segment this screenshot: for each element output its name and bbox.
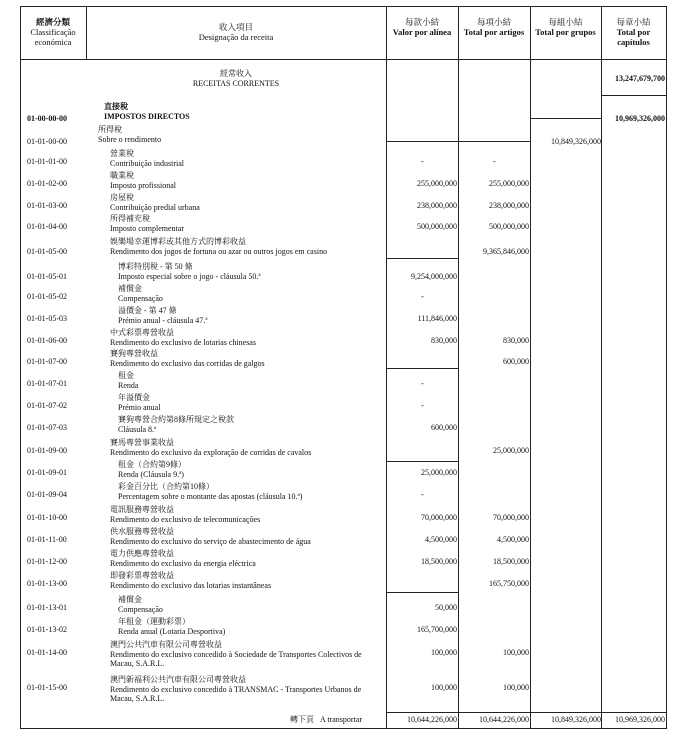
row-value-col1: - — [421, 292, 424, 301]
row-designation-zh: 租金 — [118, 371, 134, 380]
row-designation-pt: Contribuição predial urbana — [110, 202, 200, 212]
row-value-col2: 165,750,000 — [489, 579, 529, 588]
row-designation-pt: Rendimento dos jogos de fortuna ou azar ou outros jogos em casino — [110, 246, 328, 256]
row-designation-pt: Rendimento do exclusivo da exploração de corridas de cavalos — [110, 447, 312, 457]
header-classification — [20, 17, 86, 47]
row-value-col2: 25,000,000 — [493, 446, 529, 455]
section-title — [86, 69, 386, 88]
row-designation — [110, 193, 384, 212]
bracket-line — [386, 592, 458, 593]
row-designation — [118, 371, 384, 390]
row-designation-zh: 澳門公共汽車有限公司專營收益 — [110, 640, 222, 649]
row-code: 01-01-05-03 — [27, 314, 67, 323]
row-designation — [118, 482, 384, 501]
row-designation-pt: Rendimento do exclusivo de telecomunicações — [110, 514, 261, 524]
row-value-col3: 10,849,326,000 — [551, 137, 601, 146]
footer-total-col1: 10,644,226,000 — [407, 715, 457, 724]
row-value-col1: 25,000,000 — [421, 468, 457, 477]
row-designation-zh: 補償金 — [118, 595, 142, 604]
row-designation — [118, 393, 384, 412]
row-value-col1: 4,500,000 — [425, 535, 457, 544]
row-designation-pt: Rendimento do exclusivo das corridas de galgos — [110, 358, 265, 368]
row-designation — [104, 102, 384, 121]
row-designation-zh: 補償金 — [118, 284, 142, 293]
bracket-line — [458, 141, 530, 142]
bracket-line — [601, 95, 667, 96]
row-code: 01-01-07-01 — [27, 379, 67, 388]
row-designation-pt: Prémio anual - cláusula 47.ª — [118, 315, 208, 325]
header-col3-zh: 每組小結 — [548, 17, 583, 27]
table-bottom-border — [20, 728, 667, 729]
total-line — [386, 712, 667, 713]
row-value-col2: 9,365,846,000 — [483, 247, 529, 256]
row-value-col2: - — [493, 157, 496, 166]
row-value-col2: 18,500,000 — [493, 557, 529, 566]
header-designation-pt: Designação da receita — [198, 32, 274, 42]
footer-total-col4: 10,969,326,000 — [615, 715, 665, 724]
row-value-col1: 255,000,000 — [417, 179, 457, 188]
row-designation-zh: 溢價金 - 第 47 條 — [118, 306, 177, 315]
row-code: 01-01-05-02 — [27, 292, 67, 301]
row-designation-pt: Percentagem sobre o montante das apostas (cláusula 10.ª) — [118, 491, 303, 501]
row-code: 01-01-13-01 — [27, 603, 67, 612]
row-designation-zh: 賽狗專營收益 — [110, 349, 158, 358]
row-designation-zh: 彩金百分比（合約第10條） — [118, 482, 214, 491]
row-code: 01-01-07-03 — [27, 423, 67, 432]
row-designation-pt: Rendimento do exclusivo concedido à Sociedade de Transportes Colectivos de Macau, S.A.R.L. — [110, 649, 362, 668]
row-designation-pt: Contribuição industrial — [110, 158, 184, 168]
row-designation — [110, 571, 384, 590]
row-value-col2: 238,000,000 — [489, 201, 529, 210]
row-value-col2: 500,000,000 — [489, 222, 529, 231]
row-designation-zh: 中式彩票專營收益 — [110, 328, 174, 337]
section-total: 13,247,679,700 — [615, 74, 665, 83]
row-designation-zh: 電力供應專營收益 — [110, 549, 174, 558]
row-designation — [110, 149, 384, 168]
header-designation-zh: 收入項目 — [218, 22, 253, 32]
footer-total-col3: 10,849,326,000 — [551, 715, 601, 724]
row-code: 01-01-07-02 — [27, 401, 67, 410]
footer-label-pt: A transportar — [320, 715, 362, 724]
row-designation — [118, 617, 384, 636]
row-code: 01-01-00-00 — [27, 137, 67, 146]
row-designation-zh: 房屋稅 — [110, 193, 134, 202]
row-value-col1: 18,500,000 — [421, 557, 457, 566]
row-code: 01-01-02-00 — [27, 179, 67, 188]
row-designation-zh: 賽狗專營合約第8條所規定之稅款 — [118, 415, 234, 424]
row-designation — [118, 306, 384, 325]
row-value-col1: 830,000 — [431, 336, 457, 345]
section-title-zh: 經常收入 — [220, 69, 252, 78]
row-designation-pt: Renda anual (Lotaria Desportiva) — [118, 626, 226, 636]
row-code: 01-01-01-00 — [27, 157, 67, 166]
row-designation-zh: 租金（合約第9條） — [118, 460, 186, 469]
row-designation — [98, 125, 384, 144]
row-value-col2: 4,500,000 — [497, 535, 529, 544]
row-value-col1: 100,000 — [431, 648, 457, 657]
col-divider-2 — [458, 6, 459, 729]
header-col2 — [458, 17, 530, 37]
col-divider-3 — [530, 6, 531, 729]
row-designation-pt: Imposto especial sobre o jogo - cláusula 50.ª — [118, 271, 261, 281]
row-designation — [110, 171, 384, 190]
row-value-col2: 70,000,000 — [493, 513, 529, 522]
row-code: 01-00-00-00 — [27, 114, 67, 123]
table-top-border — [20, 6, 667, 7]
header-col1-pt: Valor por alínea — [392, 27, 452, 37]
row-designation-pt: Rendimento do exclusivo do serviço de abastecimento de água — [110, 536, 311, 546]
row-designation-zh: 年租金（運動彩票） — [118, 617, 190, 626]
header-col1 — [386, 17, 458, 37]
row-code: 01-01-06-00 — [27, 336, 67, 345]
header-col3 — [530, 17, 601, 37]
row-designation-pt: Imposto complementar — [110, 223, 184, 233]
header-bottom-border — [20, 59, 667, 60]
bracket-line — [386, 141, 458, 142]
row-designation — [118, 415, 384, 434]
row-code: 01-01-12-00 — [27, 557, 67, 566]
row-code: 01-01-09-01 — [27, 468, 67, 477]
row-designation — [118, 595, 384, 614]
row-designation — [110, 237, 384, 256]
header-classification-pt: Classificação económica — [30, 27, 76, 47]
row-code: 01-01-05-01 — [27, 272, 67, 281]
row-value-col4: 10,969,326,000 — [615, 114, 665, 123]
row-designation-pt: Rendimento do exclusivo de lotarias chinesas — [110, 337, 256, 347]
row-value-col1: 500,000,000 — [417, 222, 457, 231]
row-designation-zh: 博彩特別稅 - 第 50 條 — [118, 262, 193, 271]
row-designation-zh: 年溢價金 — [118, 393, 150, 402]
row-designation-pt: Sobre o rendimento — [98, 134, 162, 144]
row-value-col2: 100,000 — [503, 648, 529, 657]
row-designation-pt: Renda — [118, 380, 139, 390]
row-code: 01-01-10-00 — [27, 513, 67, 522]
row-value-col1: - — [421, 379, 424, 388]
row-designation — [110, 549, 384, 568]
header-col4 — [601, 17, 666, 47]
row-designation — [110, 349, 384, 368]
row-designation-pt: Imposto profissional — [110, 180, 176, 190]
bracket-line — [386, 368, 458, 369]
row-designation — [118, 262, 384, 281]
header-designation — [86, 22, 386, 42]
row-value-col1: 50,000 — [435, 603, 457, 612]
row-designation-zh: 直接稅 — [104, 102, 128, 111]
row-designation-zh: 職業稅 — [110, 171, 134, 180]
row-designation — [118, 284, 384, 303]
header-col4-pt: Total por capítulos — [616, 27, 651, 47]
row-designation-zh: 營業稅 — [110, 149, 134, 158]
row-value-col1: - — [421, 490, 424, 499]
row-value-col2: 255,000,000 — [489, 179, 529, 188]
row-designation — [110, 505, 384, 524]
footer-label — [290, 715, 386, 725]
header-classification-zh: 經濟分類 — [35, 17, 70, 27]
row-designation-pt: Compensação — [118, 604, 163, 614]
row-designation-pt: Prémio anual — [118, 402, 161, 412]
row-value-col1: 238,000,000 — [417, 201, 457, 210]
row-code: 01-01-07-00 — [27, 357, 67, 366]
row-value-col1: 100,000 — [431, 683, 457, 692]
row-code: 01-01-09-04 — [27, 490, 67, 499]
header-col2-pt: Total por artigos — [463, 27, 525, 37]
row-code: 01-01-14-00 — [27, 648, 67, 657]
row-code: 01-01-09-00 — [27, 446, 67, 455]
row-designation-zh: 所得稅 — [98, 125, 122, 134]
header-col4-zh: 每章小結 — [616, 17, 651, 27]
row-designation — [110, 438, 384, 457]
header-col1-zh: 每款小結 — [404, 17, 439, 27]
row-value-col1: 70,000,000 — [421, 513, 457, 522]
row-value-col2: 100,000 — [503, 683, 529, 692]
row-code: 01-01-13-02 — [27, 625, 67, 634]
row-value-col1: 9,254,000,000 — [411, 272, 457, 281]
row-value-col1: 111,846,000 — [417, 314, 457, 323]
section-title-pt: RECEITAS CORRENTES — [192, 78, 280, 88]
row-designation-zh: 電訊服務專營收益 — [110, 505, 174, 514]
row-designation-pt: Renda (Cláusula 9.ª) — [118, 469, 184, 479]
row-designation-zh: 所得補充稅 — [110, 214, 150, 223]
footer-total-col2: 10,644,226,000 — [479, 715, 529, 724]
row-value-col1: 600,000 — [431, 423, 457, 432]
row-code: 01-01-13-00 — [27, 579, 67, 588]
bracket-line — [386, 461, 458, 462]
row-designation-pt: Cláusula 8.ª — [118, 424, 157, 434]
bracket-line — [530, 118, 601, 119]
footer-label-zh: 轉下頁 — [290, 715, 314, 724]
bracket-line — [386, 258, 458, 259]
row-value-col1: 165,700,000 — [417, 625, 457, 634]
row-code: 01-01-11-00 — [27, 535, 67, 544]
row-designation-zh: 澳門新福利公共汽車有限公司專營收益 — [110, 675, 246, 684]
header-col3-pt: Total por grupos — [535, 27, 596, 37]
row-designation — [110, 675, 384, 704]
row-designation-pt: Rendimento do exclusivo concedido à TRANSMAC - Transportes Urbanos de Macau, S.A.R.L. — [110, 684, 362, 703]
row-designation — [118, 460, 384, 479]
row-designation-pt: IMPOSTOS DIRECTOS — [104, 111, 190, 121]
row-designation-zh: 即發彩票專營收益 — [110, 571, 174, 580]
row-code: 01-01-03-00 — [27, 201, 67, 210]
row-value-col1: - — [421, 401, 424, 410]
row-designation-zh: 賽馬專營事業收益 — [110, 438, 174, 447]
left-border — [20, 6, 21, 729]
row-code: 01-01-15-00 — [27, 683, 67, 692]
right-border — [666, 6, 667, 729]
row-designation — [110, 640, 384, 669]
row-designation-zh: 供水服務專營收益 — [110, 527, 174, 536]
row-designation — [110, 214, 384, 233]
row-designation-pt: Rendimento do exclusivo da energia eléctrica — [110, 558, 256, 568]
row-designation — [110, 328, 384, 347]
row-code: 01-01-04-00 — [27, 222, 67, 231]
row-designation-pt: Rendimento do exclusivo das lotarias instantâneas — [110, 580, 272, 590]
row-designation — [110, 527, 384, 546]
col-divider-4 — [601, 6, 602, 729]
row-value-col2: 600,000 — [503, 357, 529, 366]
row-value-col2: 830,000 — [503, 336, 529, 345]
row-designation-pt: Compensação — [118, 293, 163, 303]
row-value-col1: - — [421, 157, 424, 166]
header-col2-zh: 每項小結 — [476, 17, 511, 27]
row-designation-zh: 娛樂場幸運博彩或其他方式的博彩收益 — [110, 237, 246, 246]
row-code: 01-01-05-00 — [27, 247, 67, 256]
